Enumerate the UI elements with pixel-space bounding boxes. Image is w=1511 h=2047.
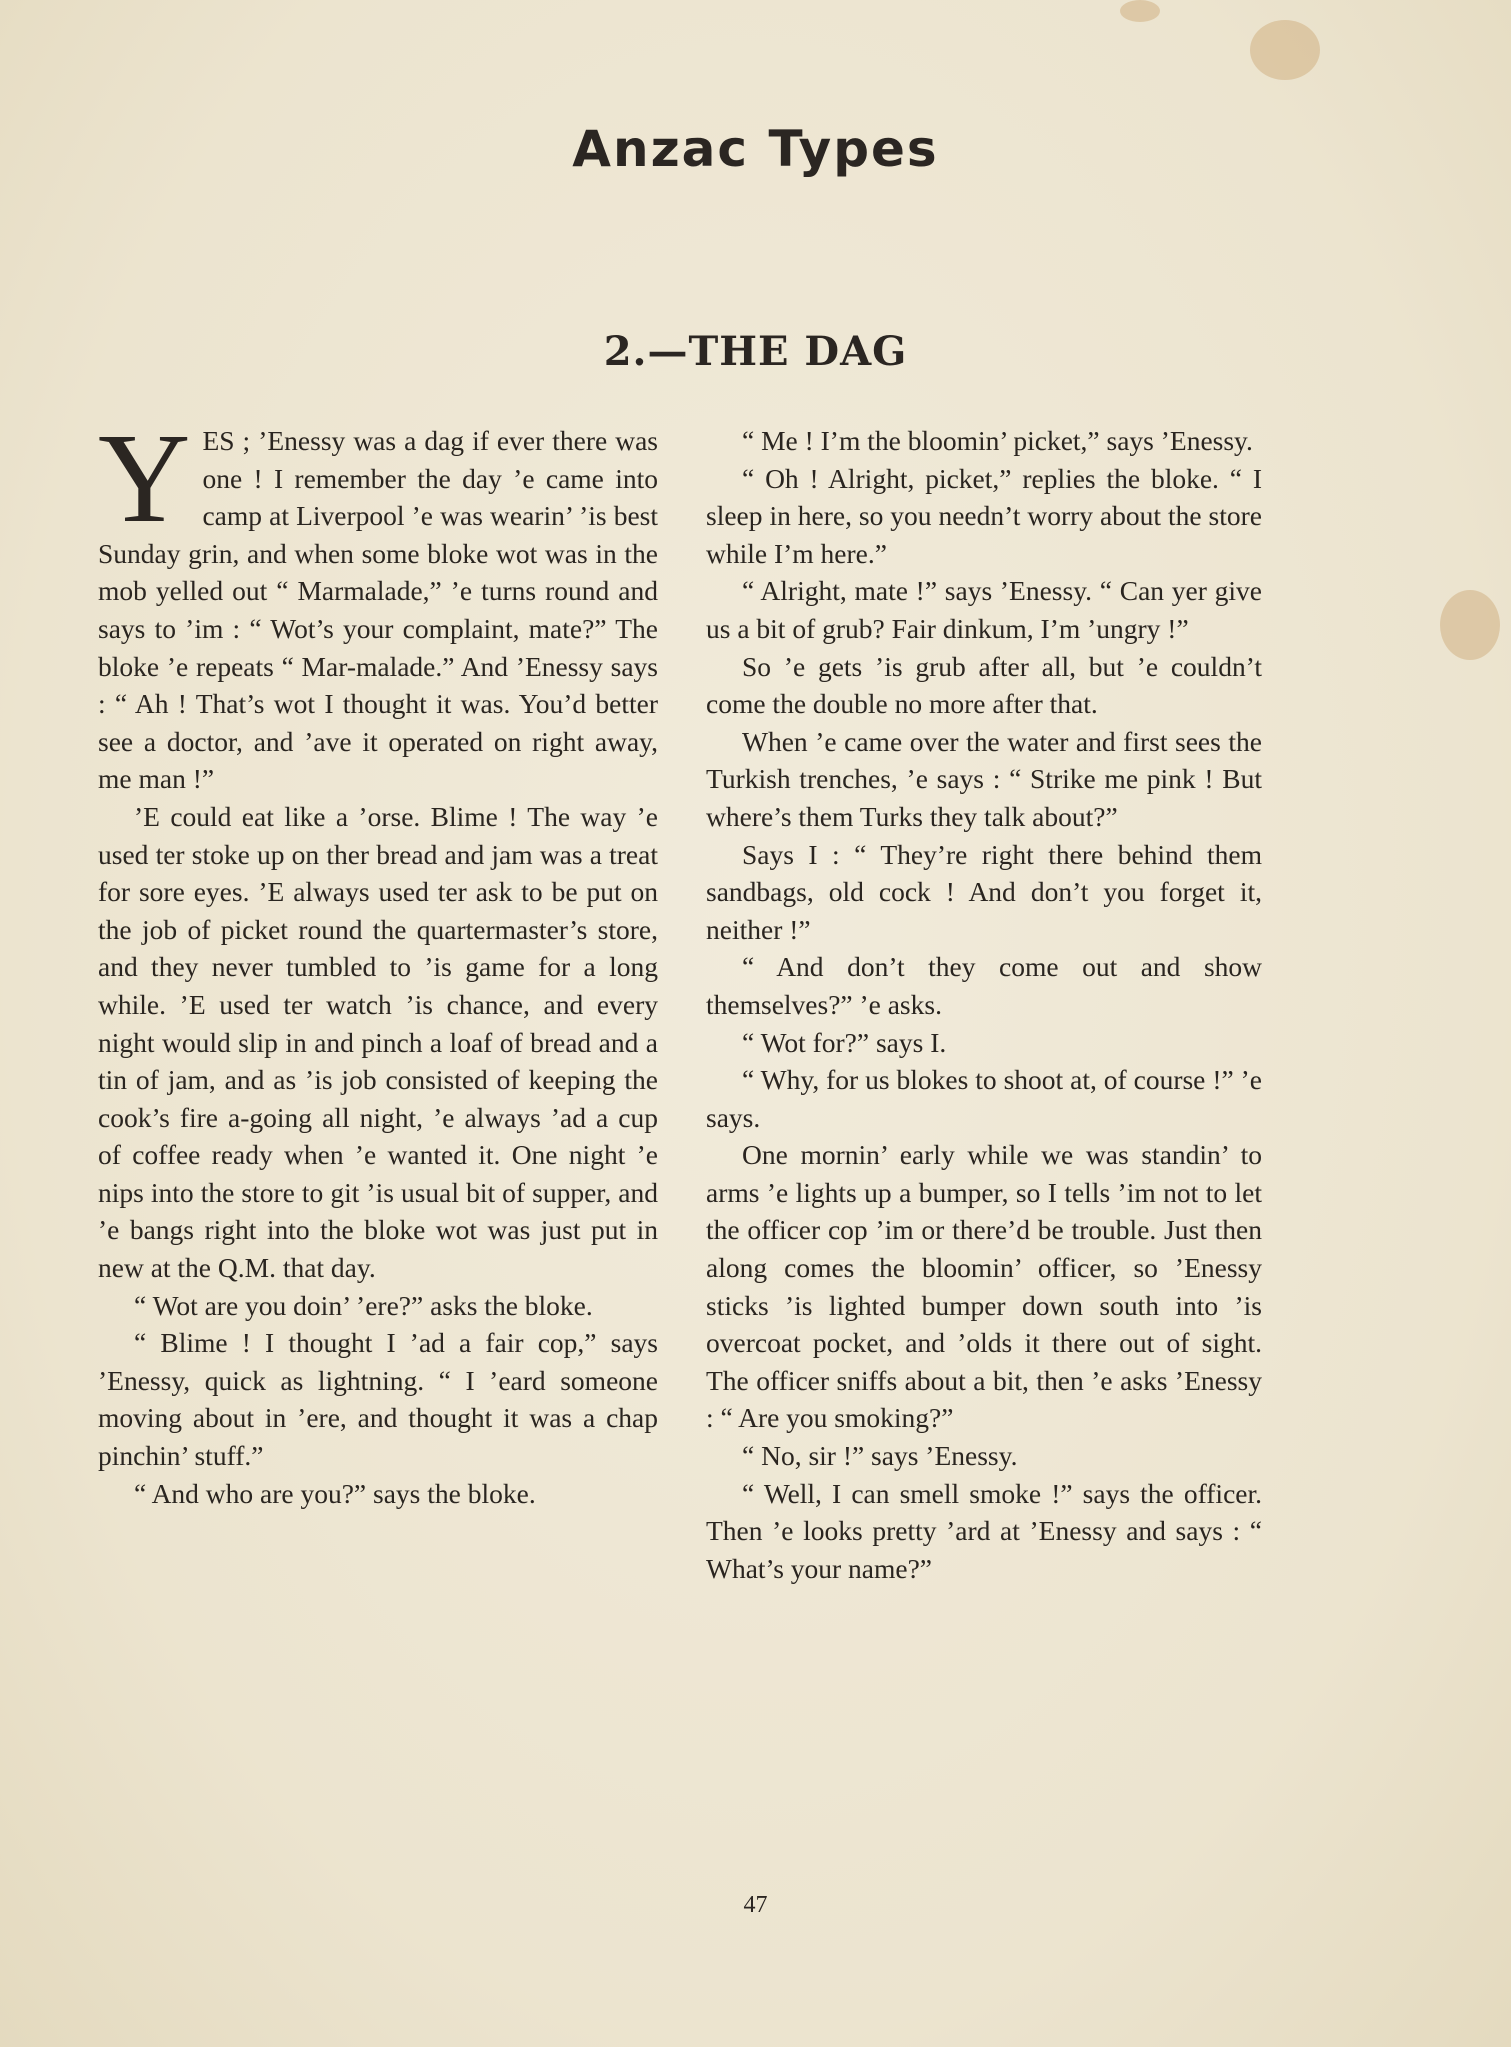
- paper-stain: [1440, 590, 1500, 660]
- paragraph: “ And who are you?” says the bloke.: [134, 1477, 536, 1509]
- left-column: [98, 407, 658, 1512]
- paragraph: “ No, sir !” says ’Enessy.: [742, 1440, 1018, 1472]
- page-number: 47: [743, 1892, 768, 1918]
- paragraph: Says I : “ They’re right there behind them sandbags, old cock ! And don’t you forget it, neither !”: [706, 838, 1262, 945]
- paragraph: “ Well, I can smell smoke !” says the officer. Then ’e looks pretty ’ard at ’Enessy and says : “ What’s your name?”: [706, 1477, 1262, 1584]
- paper-stain: [1120, 0, 1160, 22]
- paragraph: “ And don’t they come out and show themselves?” ’e asks.: [706, 951, 1262, 1020]
- paragraph: “ Alright, mate !” says ’Enessy. “ Can yer give us a bit of grub? Fair dinkum, I’m ’ungry !”: [706, 575, 1262, 644]
- right-column: [706, 422, 1262, 1587]
- paragraph: [98, 407, 658, 798]
- paragraph: One mornin’ early while we was standin’ to arms ’e lights up a bumper, so I tells ’im not to let the officer cop ’im or there’d be trouble. Just then along comes the bloomin’ officer, so ’Enessy sticks ’is lighted bumper down south into ’is overcoat pocket, and ’olds it there out of sight. The officer sniffs about a bit, then ’e asks ’Enessy : “ Are you smoking?”: [706, 1139, 1262, 1434]
- paragraph: “ Oh ! Alright, picket,” replies the bloke. “ I sleep in here, so you needn’t worry about the store while I’m here.”: [706, 462, 1262, 569]
- paragraph: “ Me ! I’m the bloomin’ picket,” says ’Enessy.: [742, 425, 1253, 456]
- paragraph: ’E could eat like a ’orse. Blime ! The way ’e used ter stoke up on ther bread and jam was a treat for sore eyes. ’E always used ter ask to be put on the job of picket round the quartermaster’s store, and they never tumbled to ’is game for a long while. ’E used ter watch ’is chance, and every night would slip in and pinch a loaf of bread and a tin of jam, and as ’is job consisted of keeping the cook’s fire a-going all night, ’e always ’ad a cup of coffee ready when ’e wanted it. One night ’e nips into the store to git ’is usual bit of supper, and ’e bangs right into the bloke wot was just put in new at the Q.M. that day.: [98, 800, 658, 1284]
- paragraph: So ’e gets ’is grub after all, but ’e couldn’t come the double no more after that.: [706, 650, 1262, 720]
- section-heading: 2.—THE DAG: [603, 328, 908, 375]
- paragraph: When ’e came over the water and first sees the Turkish trenches, ’e says : “ Strike me pink ! But where’s them Turks they talk about?”: [706, 725, 1262, 832]
- paragraph-text: ES ; ’Enessy was a dag if ever there was one ! I remember the day ’e came into camp at Liverpool ’e was wearin’ ’is best Sunday grin, and when some bloke wot was in the mob yelled out “ Marmalade,” ’e turns round and says to ’im : “ Wot’s your complaint, mate?” The bloke ’e repeats “ Mar-malade.” And ’Enessy says : “ Ah ! That’s wot I thought it was. You’d better see a doctor, and ’ave it operated on right away, me man !”: [98, 425, 658, 795]
- paragraph: “ Blime ! I thought I ’ad a fair cop,” says ’Enessy, quick as lightning. “ I ’eard someone moving about in ’ere, and thought it was a chap pinchin’ stuff.”: [98, 1327, 658, 1472]
- paragraph: “ Wot for?” says I.: [742, 1026, 947, 1058]
- drop-cap: Y: [98, 407, 191, 549]
- paper-stain: [1250, 20, 1320, 80]
- paragraph: “ Wot are you doin’ ’ere?” asks the bloke.: [134, 1289, 593, 1321]
- paragraph: “ Why, for us blokes to shoot at, of course !” ’e says.: [706, 1064, 1262, 1133]
- page-title: Anzac Types: [572, 120, 939, 178]
